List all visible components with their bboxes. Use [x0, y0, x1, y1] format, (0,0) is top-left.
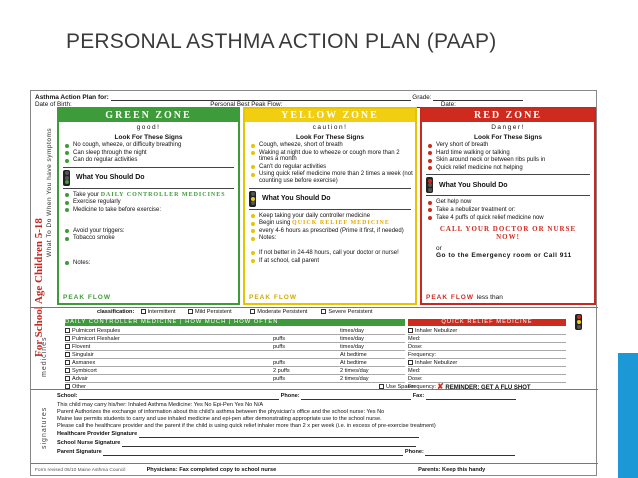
dob-label: Date of Birth: [35, 101, 72, 108]
list-item: If not better in 24-48 hours, call your doctor or nurse! [251, 250, 415, 257]
traffic-light-icon [426, 177, 433, 193]
tobacco-text: Tobacco smoke [65, 235, 238, 242]
list-item: If at school, call parent [251, 258, 415, 265]
parents-text: Parents: Keep this handy [418, 467, 486, 473]
table-row: Pulmicort Flexhaler puffs times/day [65, 335, 405, 343]
school-label: School: [57, 393, 78, 399]
list-item: Skin around neck or between ribs pulls in [428, 157, 594, 164]
yellow-zone [243, 107, 417, 305]
yellow-do-bar [249, 188, 411, 210]
yellow-peak-flow: PEAK FLOW [249, 294, 297, 301]
list-item: Using quick relief medicine more than 2 times a week (not counting use before exercise) [251, 171, 415, 184]
please-call-line: Please call the healthcare provider and the parent if the child is using quick relief inhaler more than 2 x per week (i.e. in excess of pre-exercise treatment) [57, 423, 436, 429]
yellow-signs-list [251, 142, 415, 185]
medicine-section [57, 308, 596, 391]
green-zone-title: GREEN ZONE [59, 109, 238, 122]
list-item: Take your DAILY CONTROLLER MEDICINES [65, 192, 238, 199]
nurse-signature-label: School Nurse Signature [57, 440, 121, 446]
footer [35, 467, 595, 474]
checkbox[interactable] [188, 309, 193, 314]
red-or-text: or [436, 245, 442, 253]
x-mark-icon: ✘ [437, 382, 444, 391]
list-item: Very short of breath [428, 142, 594, 149]
list-item: Get help now [428, 199, 594, 206]
table-row: Other [65, 383, 405, 391]
red-peak-flow: PEAK FLOW less than [426, 294, 503, 301]
list-item: Cough, wheeze, short of breath [251, 142, 415, 149]
green-zone [57, 107, 240, 305]
pbpf-label: Personal Best Peak Flow: [210, 101, 283, 108]
hcp-signature-label: Healthcare Provider Signature [57, 431, 138, 437]
quick-row: Inhaler Nebulizer [408, 359, 566, 367]
maine-law-line: Maine law permits students to carry and use inhaled medicine and epi-pen after demonstrating appropriate use to the school nurse. [57, 416, 382, 422]
classification-row: classification: Intermittent Mild Persistent Moderate Persistent Severe Persistent [97, 309, 373, 315]
checkbox[interactable] [250, 309, 255, 314]
green-signs-list [65, 142, 238, 164]
carry-line: This child may carry his/her: Inhaled Asthma Medicine: Yes No Epi-Pen Yes No N/A [57, 402, 264, 408]
red-zone-sub: Danger! [491, 124, 525, 131]
checkbox[interactable] [321, 309, 326, 314]
flu-reminder: ✘ REMINDER: GET A FLU SHOT [437, 382, 531, 391]
list-item: No cough, wheeze, or difficulty breathing [65, 142, 238, 149]
every-text: every 4-6 hours as prescribed (Prime it first, if needed) [251, 228, 415, 235]
green-do-bar [63, 167, 234, 189]
red-signs-list [428, 142, 594, 171]
red-actions [428, 199, 594, 221]
list-item: Avoid your triggers: [65, 228, 238, 235]
list-item: Waking at night due to wheeze or cough more than 2 times a month [251, 150, 415, 163]
corner-accent [618, 353, 638, 478]
controller-header: DAILY CONTROLLER MEDICINE | HOW MUCH | HOW OFTEN [65, 319, 405, 326]
side-signatures: signatures [41, 406, 48, 449]
table-row: Advair puffs 2 times/day [65, 375, 405, 383]
green-zone-sub: good! [136, 124, 161, 131]
quick-row: Frequency: [408, 351, 566, 359]
grade-label: Grade: [412, 94, 432, 101]
list-item: Take a nebulizer treatment or: [428, 207, 594, 214]
traffic-light-icon [249, 191, 256, 207]
table-row: Asmanex puffs At bedtime [65, 359, 405, 367]
parent-auth-line: Parent Authorizes the exchange of information about this child's asthma between the physician's office and the school nurse: Yes No [57, 409, 385, 415]
checkbox[interactable] [141, 309, 146, 314]
list-item: Can sleep through the night [65, 150, 238, 157]
red-do-title: What You Should Do [439, 181, 508, 189]
quick-row: Med: [408, 335, 566, 343]
yellow-zone-title: YELLOW ZONE [245, 109, 415, 122]
date-label: Date: [440, 101, 456, 108]
side-medicines: medicines [41, 336, 48, 377]
red-look-heading: Look For These Signs [474, 134, 542, 141]
quick-row: Dose: [408, 343, 566, 351]
traffic-light-icon [63, 170, 70, 186]
quick-row: Dose: [408, 375, 566, 383]
red-do-bar [426, 174, 590, 196]
slide-title: PERSONAL ASTHMA ACTION PLAN (PAAP) [66, 30, 497, 53]
list-item: Notes: [251, 235, 415, 242]
yellow-do-title: What You Should Do [262, 195, 331, 203]
green-do-title: What You Should Do [76, 174, 145, 182]
list-item: Can do regular activities [65, 157, 238, 164]
side-subtitle: What To Do When You have symptoms [46, 127, 53, 257]
list-item: Can't do regular activities [251, 164, 415, 171]
spacer-option: Use Spacer [379, 384, 415, 391]
list-item: Quick relief medicine not helping [428, 165, 594, 172]
list-item: Begin using QUICK RELIEF MEDICINE [251, 220, 415, 227]
list-item: Notes: [65, 260, 238, 267]
physicians-text: Physicians: Fax completed copy to school nurse [146, 467, 277, 473]
red-go-text: Go to the Emergency room or Call 911 [436, 252, 572, 260]
list-item: Hard time walking or talking [428, 150, 594, 157]
revised-text: Form revised 06/10 Maine Asthma Council [35, 468, 126, 473]
red-zone [420, 107, 596, 305]
asthma-form [30, 90, 597, 476]
list-item: Exercise regularly [65, 199, 238, 206]
quick-relief-header: QUICK RELIEF MEDICINE [408, 319, 566, 326]
table-row: Pulmicort Respules times/day [65, 327, 405, 335]
green-look-heading: Look For These Signs [114, 134, 183, 141]
side-title: For School Age Children 5-18 [33, 218, 45, 357]
table-row: Symbicort 2 puffs 2 times/day [65, 367, 405, 375]
list-item: Keep taking your daily controller medicine [251, 213, 415, 220]
table-row: Singulair At bedtime [65, 351, 405, 359]
list-item: Medicine to take before exercise: [65, 207, 238, 214]
yellow-actions [251, 213, 415, 265]
parent-signature-label: Parent Signature [57, 449, 102, 455]
take4-text: Take 4 puffs of quick relief medicine now [428, 215, 594, 222]
quick-row: Frequency: [408, 384, 436, 390]
table-row: Flovent puffs times/day [65, 343, 405, 351]
traffic-light-icon [575, 314, 582, 330]
green-peak-flow: PEAK FLOW [63, 294, 111, 301]
yellow-zone-sub: caution! [312, 124, 348, 131]
yellow-look-heading: Look For These Signs [296, 134, 364, 141]
red-call-text: CALL YOUR DOCTOR OR NURSE NOW! [439, 225, 577, 242]
plan-for-label: Asthma Action Plan for: [35, 94, 109, 101]
quick-row: Inhaler Nebulizer [408, 327, 566, 335]
quick-row: Med: [408, 367, 566, 375]
red-zone-title: RED ZONE [422, 109, 594, 122]
signature-section: School: Phone: Fax: This child may carry his/her: Inhaled Asthma Medicine: Yes No Epi-Pen Yes No N/A Parent Authorizes the exchange of information about this child's asthma between the physician's office and the school nurse: Yes No Maine law permits students to carry and use inhaled medicine and epi-pen after demonstrating appropriate use to the school nurse. Please call the healthcare provider and the parent if the child is using quick relief inhaler more than 2 x per week (i.e. in excess of pre-exercise treatment) Healthcare Provider Signature School Nurse Signature Parent Signature Phone: [57, 393, 596, 463]
green-actions [65, 192, 238, 267]
